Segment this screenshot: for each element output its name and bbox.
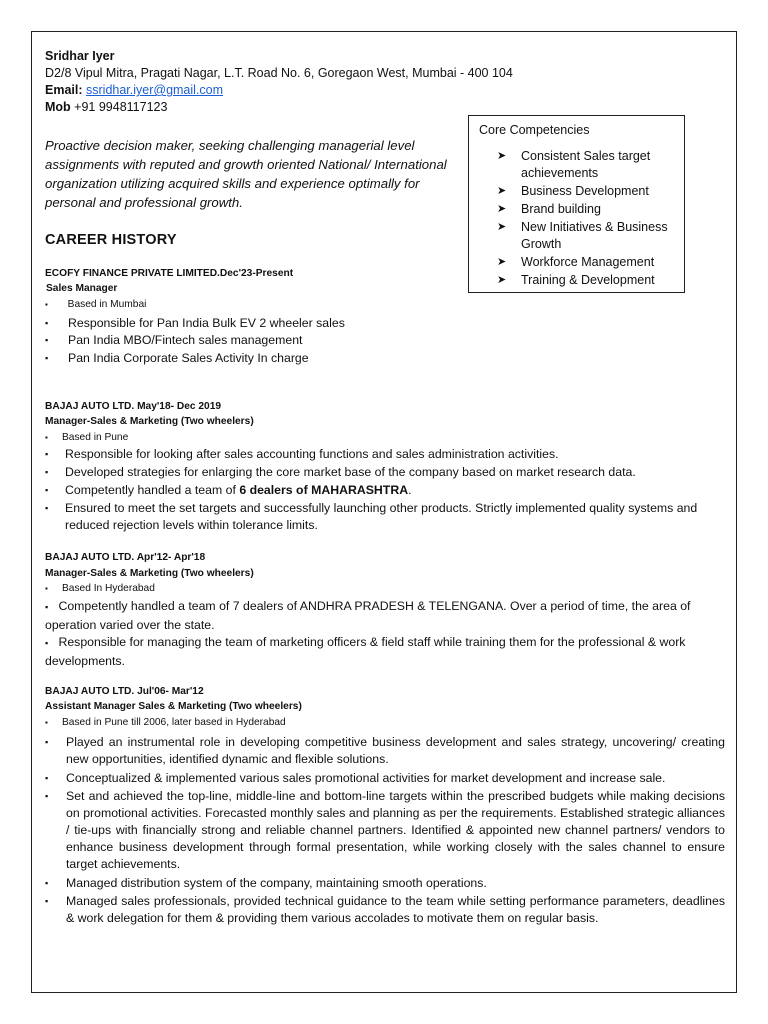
job-point: ▪ Managed distribution system of the company, maintaining smooth operations. — [45, 876, 487, 890]
objective-statement: Proactive decision maker, seeking challenging managerial level assignments with reputed and growth oriented National/ International organization utilizing acquired skills and experience optimally for personal and professional growth. — [45, 138, 447, 210]
job-point: ▪ Competently handled a team of 7 dealers of ANDHRA PRADESH & TELENGANA. Over a period of time, the area of operation varied over the state. — [45, 599, 691, 632]
job-company: BAJAJ AUTO LTD. May'18- Dec 2019 — [45, 401, 222, 412]
email-label: Email: — [45, 83, 83, 97]
job-point: ▪ Ensured to meet the set targets and successfully launching other products. Strictly implemented quality systems and reduced rejection levels within tolerance limits. — [45, 501, 698, 532]
job-role: Manager-Sales & Marketing (Two wheelers) — [45, 568, 254, 579]
job-point: ▪ Responsible for managing the team of marketing officers & field staff while training them for the professional & work developments. — [45, 635, 686, 668]
email-line — [45, 83, 223, 97]
career-history-heading: CAREER HISTORY — [45, 232, 177, 248]
job-company: BAJAJ AUTO LTD. Apr'12- Apr'18 — [45, 552, 206, 563]
competency-item: ➤ Workforce Management — [497, 255, 655, 269]
address: D2/8 Vipul Mitra, Pragati Nagar, L.T. Road No. 6, Goregaon West, Mumbai - 400 104 — [45, 66, 513, 80]
arrow-bullet-icon: ➤ — [497, 221, 507, 233]
job-point: ▪ Pan India MBO/Fintech sales management — [45, 333, 303, 347]
competency-item: ➤ New Initiatives & Business Growth — [497, 220, 668, 251]
mobile-number: +91 9948117123 — [74, 100, 168, 114]
arrow-bullet-icon: ➤ — [497, 274, 507, 286]
job-point: ▪ Conceptualized & implemented various sales promotional activities for market development and increase sale. — [45, 771, 666, 785]
job-role: Assistant Manager Sales & Marketing (Two wheelers) — [45, 701, 302, 712]
arrow-bullet-icon: ➤ — [497, 150, 507, 162]
competency-item: ➤ Brand building — [497, 202, 601, 216]
job-point: ▪ Developed strategies for enlarging the core market base of the company based on market research data. — [45, 465, 636, 479]
competency-item: ➤ Business Development — [497, 184, 649, 198]
competency-item: ➤ Consistent Sales target achievements — [497, 149, 651, 180]
job-point: ▪ Competently handled a team of 6 dealers of MAHARASHTRA. — [45, 483, 412, 497]
mobile-line — [45, 100, 167, 114]
job-role: Sales Manager — [46, 283, 118, 294]
mobile-label: Mob — [45, 100, 71, 114]
job-company: ECOFY FINANCE PRIVATE LIMITED.Dec'23-Present — [45, 268, 294, 279]
core-competencies-title: Core Competencies — [479, 123, 590, 137]
job-point: ▪ Managed sales professionals, provided technical guidance to the team while setting performance parameters, deadlines & work delegation for them & providing them various accolades to motivate them on regular basis. — [45, 894, 725, 925]
job-role: Manager-Sales & Marketing (Two wheelers) — [45, 416, 254, 427]
job-point: ▪ Pan India Corporate Sales Activity In charge — [45, 351, 309, 365]
arrow-bullet-icon: ➤ — [497, 256, 507, 268]
job-company: BAJAJ AUTO LTD. Jul'06- Mar'12 — [45, 686, 204, 697]
job-location: ▪ Based In Hyderabad — [45, 583, 155, 594]
job-location: ▪ Based in Pune till 2006, later based in Hyderabad — [45, 717, 286, 728]
job-point: ▪ Played an instrumental role in developing competitive business development and sales strategy, uncovering/ creating new opportunities, identified dynamic and flexible solutions. — [45, 735, 725, 766]
email-link[interactable]: ssridhar.iyer@gmail.com — [86, 83, 224, 97]
core-competencies-list — [497, 148, 682, 290]
job-location: ▪ Based in Mumbai — [45, 299, 147, 310]
candidate-name: Sridhar Iyer — [45, 49, 115, 63]
job-point: ▪ Responsible for Pan India Bulk EV 2 wheeler sales — [45, 316, 345, 330]
competency-item: ➤ Training & Development — [497, 273, 655, 287]
job-point: ▪ Set and achieved the top-line, middle-line and bottom-line targets within the prescribed budgets while making decisions on promotional activities. Forecasted monthly sales and planning as per the requirements. Established strategic alliances / tie-ups with financially strong and reliable channel partners. Identified & appointed new channel partners/ vendors to enhance business development through formal presentation, while working closely with the sales channel to ensure target achievements. — [45, 789, 725, 871]
job-location: ▪ Based in Pune — [45, 432, 129, 443]
arrow-bullet-icon: ➤ — [497, 185, 507, 197]
job-point: ▪ Responsible for looking after sales accounting functions and sales administration activities. — [45, 447, 559, 461]
core-competencies-box — [468, 115, 685, 293]
arrow-bullet-icon: ➤ — [497, 203, 507, 215]
